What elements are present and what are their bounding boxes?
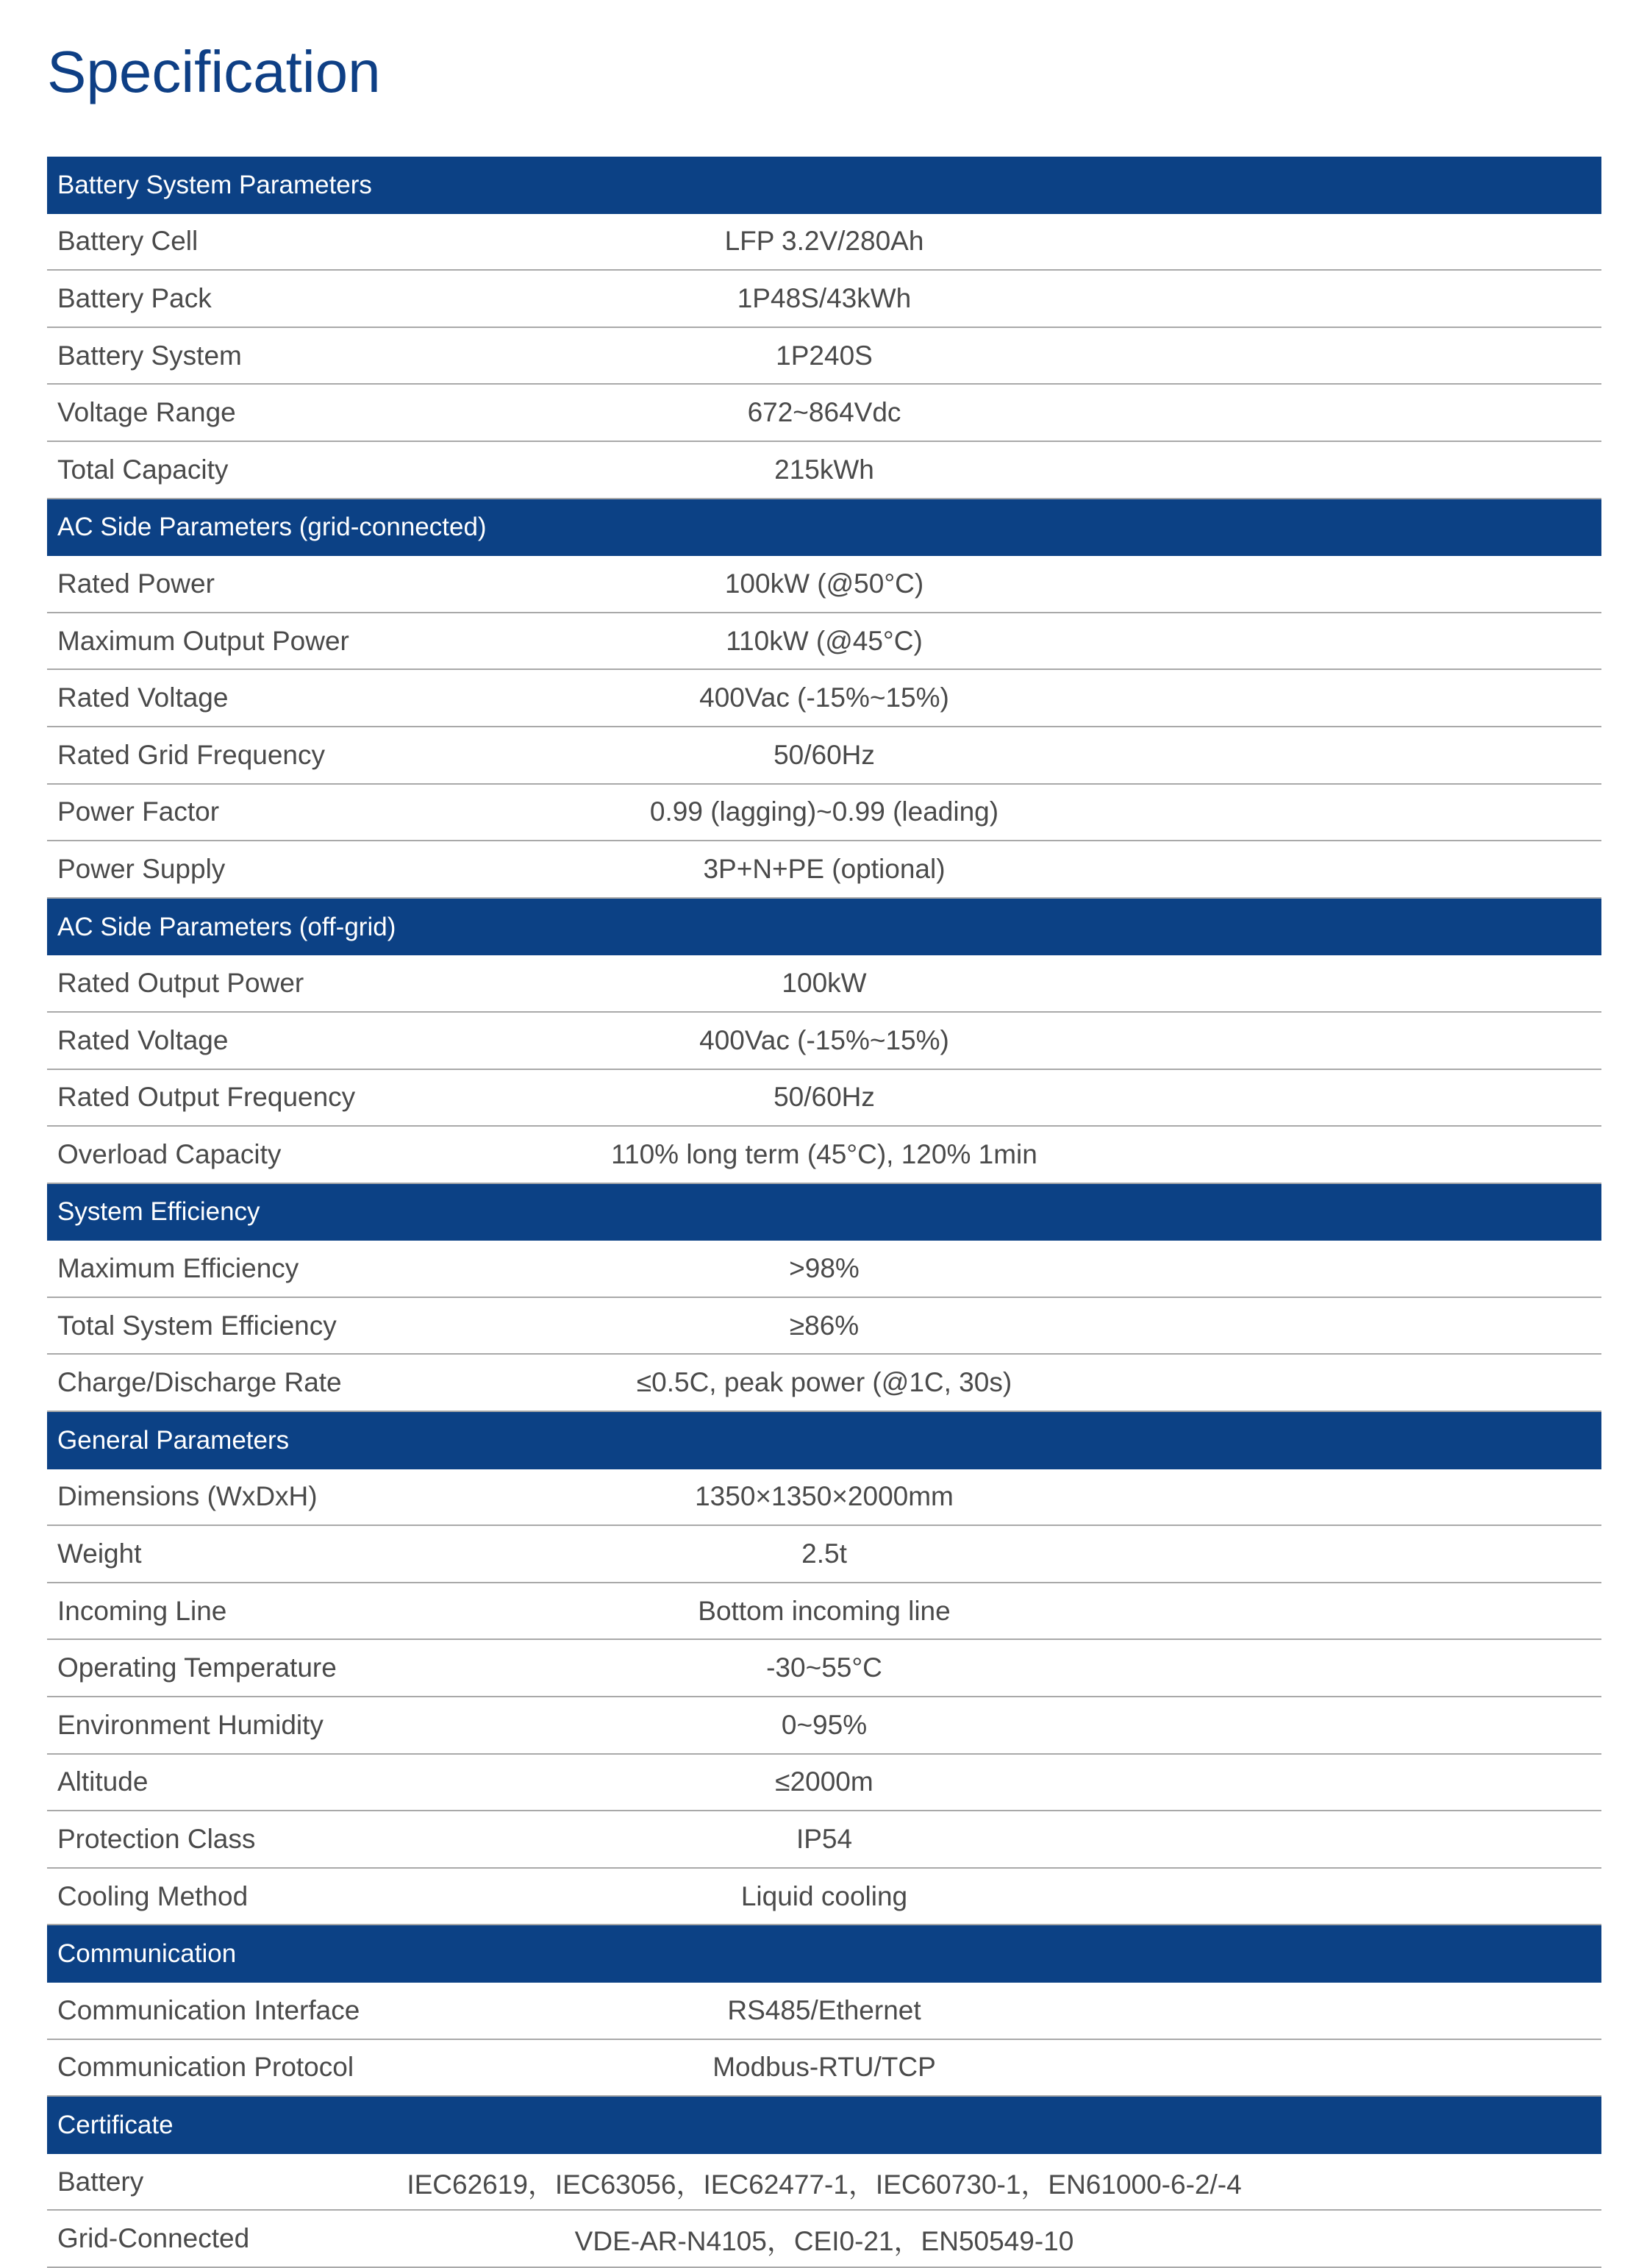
spec-value: 100kW (@50°C) <box>724 568 924 599</box>
spec-row <box>47 1869 1601 1926</box>
spec-row <box>47 328 1601 385</box>
spec-row <box>47 1526 1601 1583</box>
spec-value: 1350×1350×2000mm <box>695 1481 954 1512</box>
spec-value: ≤2000m <box>775 1766 873 1797</box>
spec-label: Overload Capacity <box>57 1138 282 1169</box>
spec-value: 3P+N+PE (optional) <box>703 853 946 884</box>
spec-label: Weight <box>57 1538 142 1569</box>
spec-label: Altitude <box>57 1766 149 1797</box>
spec-row <box>47 271 1601 328</box>
section-header: AC Side Parameters (off-grid) <box>47 899 1601 956</box>
spec-label: Battery <box>57 2166 144 2197</box>
spec-label: Total Capacity <box>57 454 229 485</box>
spec-label: Operating Temperature <box>57 1652 337 1683</box>
spec-row <box>47 613 1601 671</box>
spec-label: Power Supply <box>57 853 226 884</box>
spec-value: 50/60Hz <box>774 1082 875 1113</box>
spec-label: Maximum Output Power <box>57 625 349 656</box>
spec-value: 50/60Hz <box>774 739 875 770</box>
spec-row <box>47 1697 1601 1755</box>
spec-value: ≥86% <box>789 1310 860 1341</box>
spec-row <box>47 1070 1601 1127</box>
section-header: System Efficiency <box>47 1184 1601 1241</box>
spec-value: 0~95% <box>781 1709 868 1740</box>
spec-row <box>47 214 1601 271</box>
spec-row <box>47 1127 1601 1184</box>
spec-label: Environment Humidity <box>57 1709 324 1740</box>
spec-row <box>47 1355 1601 1412</box>
spec-label: Incoming Line <box>57 1595 227 1626</box>
spec-label: Communication Protocol <box>57 2052 354 2083</box>
spec-row <box>47 2211 1601 2268</box>
spec-value: 400Vac (-15%~15%) <box>699 1024 949 1055</box>
spec-label: Cooling Method <box>57 1880 249 1911</box>
spec-label: Rated Voltage <box>57 1024 229 1055</box>
spec-value: 2.5t <box>801 1538 847 1569</box>
spec-value: 672~864Vdc <box>747 397 901 428</box>
spec-value: 110% long term (45°C), 120% 1min <box>611 1138 1037 1169</box>
spec-value: Liquid cooling <box>740 1880 908 1911</box>
section-header: Certificate <box>47 2097 1601 2154</box>
spec-value: >98% <box>789 1253 860 1284</box>
spec-value: 1P48S/43kWh <box>737 282 912 313</box>
page-title: Specification <box>47 39 381 104</box>
spec-value: ≤0.5C, peak power (@1C, 30s) <box>636 1367 1012 1398</box>
spec-label: Power Factor <box>57 796 220 827</box>
spec-row <box>47 442 1601 499</box>
section-header: Communication <box>47 1925 1601 1983</box>
spec-label: Charge/Discharge Rate <box>57 1367 342 1398</box>
spec-label: Rated Power <box>57 568 215 599</box>
specification-table <box>47 157 1601 2268</box>
spec-row <box>47 785 1601 842</box>
spec-row <box>47 1241 1601 1298</box>
spec-row <box>47 955 1601 1013</box>
spec-row <box>47 727 1601 785</box>
spec-value: Bottom incoming line <box>698 1595 951 1626</box>
spec-value: RS485/Ethernet <box>727 1994 921 2025</box>
spec-row <box>47 1469 1601 1527</box>
spec-value: LFP 3.2V/280Ah <box>724 226 924 257</box>
section-header: AC Side Parameters (grid-connected) <box>47 499 1601 557</box>
spec-row <box>47 1640 1601 1697</box>
spec-label: Battery Cell <box>57 226 199 257</box>
spec-label: Protection Class <box>57 1824 256 1855</box>
spec-row <box>47 2154 1601 2211</box>
spec-value: 1P240S <box>776 340 873 371</box>
spec-label: Rated Grid Frequency <box>57 739 326 770</box>
spec-value: IP54 <box>796 1824 853 1855</box>
spec-row <box>47 1583 1601 1641</box>
spec-row <box>47 556 1601 613</box>
spec-label: Grid-Connected <box>57 2223 250 2254</box>
spec-value: -30~55°C <box>766 1652 882 1683</box>
spec-row <box>47 670 1601 727</box>
section-header: Battery System Parameters <box>47 157 1601 214</box>
spec-row <box>47 385 1601 442</box>
spec-row <box>47 841 1601 899</box>
spec-row <box>47 1298 1601 1355</box>
spec-label: Battery System <box>57 340 242 371</box>
section-header: General Parameters <box>47 1412 1601 1469</box>
spec-row <box>47 1755 1601 1812</box>
spec-value: IEC62619，IEC63056，IEC62477-1，IEC60730-1，EN61000-6-2/-4 <box>407 2169 1242 2200</box>
spec-label: Voltage Range <box>57 397 236 428</box>
spec-value: 100kW <box>782 968 867 999</box>
spec-row <box>47 2040 1601 2097</box>
spec-value: Modbus-RTU/TCP <box>712 2052 936 2083</box>
spec-value: 110kW (@45°C) <box>726 625 923 656</box>
spec-value: 0.99 (lagging)~0.99 (leading) <box>649 796 999 827</box>
spec-label: Dimensions (WxDxH) <box>57 1481 318 1512</box>
spec-value: 400Vac (-15%~15%) <box>699 682 949 713</box>
spec-label: Maximum Efficiency <box>57 1253 299 1284</box>
spec-row <box>47 1013 1601 1070</box>
spec-label: Rated Output Power <box>57 968 304 999</box>
spec-value: VDE-AR-N4105，CEI0-21，EN50549-10 <box>574 2226 1074 2257</box>
spec-label: Communication Interface <box>57 1994 360 2025</box>
spec-label: Battery Pack <box>57 282 212 313</box>
spec-label: Rated Output Frequency <box>57 1082 356 1113</box>
spec-row <box>47 1983 1601 2040</box>
spec-label: Rated Voltage <box>57 682 229 713</box>
spec-value: 215kWh <box>774 454 874 485</box>
spec-row <box>47 1811 1601 1869</box>
spec-label: Total System Efficiency <box>57 1310 337 1341</box>
